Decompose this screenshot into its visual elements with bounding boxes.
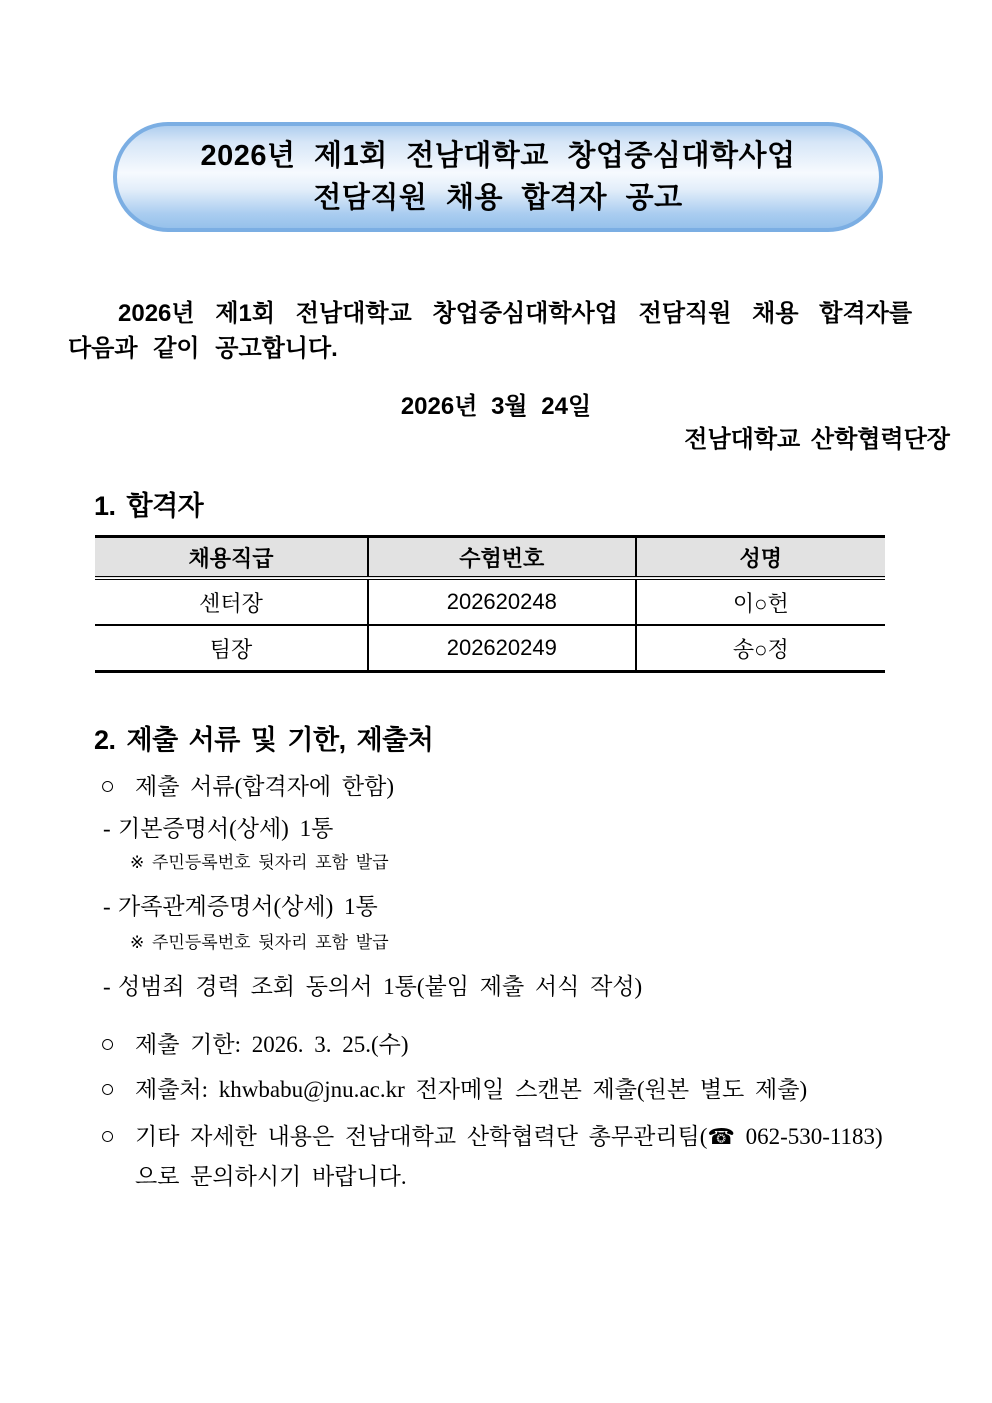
col-header-name: 성명: [636, 537, 885, 579]
title-line-1: 2026년 제1회 전남대학교 창업중심대학사업: [200, 140, 796, 172]
col-header-exam-number: 수험번호: [368, 537, 636, 579]
cell-position: 센터장: [95, 578, 368, 625]
list-item-deadline: [100, 1030, 409, 1060]
circle-bullet: ○: [100, 773, 116, 800]
list-item-text: 기타 자세한 내용은 전남대학교 산학협력단 총무관리팀(: [135, 1124, 708, 1149]
list-note-resident-number: [130, 852, 389, 874]
list-item-criminal-record-consent: [103, 972, 642, 1002]
list-item-submission-address: [100, 1075, 807, 1105]
list-item-text: 제출처: khwbabu@jnu.ac.kr 전자메일 스캔본 제출(원본 별도 제출): [135, 1077, 808, 1102]
table-header-row: [95, 537, 885, 579]
signer-title: 전남대학교 산학협력단장: [684, 426, 950, 453]
circle-bullet: ○: [100, 1123, 116, 1150]
list-item-text: 가족관계증명서(상세) 1통: [118, 894, 378, 919]
title-line-2: 전담직원 채용 합격자 공고: [313, 182, 683, 214]
list-item-text: 성범죄 경력 조회 동의서 1통(붙임 제출 서식 작성): [118, 974, 643, 999]
list-item-text: 제출 기한: 2026. 3. 25.(수): [135, 1032, 409, 1057]
applicants-table: [95, 535, 885, 673]
dash-bullet: -: [103, 894, 111, 919]
intro-paragraph: 2026년 제1회 전남대학교 창업중심대학사업 전담직원 채용 합격자를 다음과 같이 공고합니다.: [68, 300, 912, 362]
col-header-position: 채용직급: [95, 537, 368, 579]
list-note-text: 주민등록번호 뒷자리 포함 발급: [152, 853, 389, 872]
list-item-text: 제출 서류(합격자에 한함): [135, 774, 394, 799]
reference-mark-icon: ※: [130, 933, 145, 952]
announcement-date: 2026년 3월 24일: [400, 393, 592, 420]
phone-number: 062-530-1183): [734, 1124, 883, 1149]
cell-exam-number: 202620249: [368, 625, 636, 672]
list-item-basic-certificate: [103, 814, 333, 844]
cell-name: 이○헌: [636, 578, 885, 625]
list-item-family-certificate: [103, 892, 378, 922]
phone-icon: ☎: [707, 1124, 735, 1149]
list-note-text: 주민등록번호 뒷자리 포함 발급: [152, 933, 389, 952]
list-item-text-line2: 으로 문의하시기 바랍니다.: [135, 1164, 407, 1189]
reference-mark-icon: ※: [130, 853, 145, 872]
cell-name: 송○정: [732, 636, 789, 662]
list-item-text: 기본증명서(상세) 1통: [118, 816, 334, 841]
circle-bullet: ○: [100, 1076, 116, 1103]
section1-heading: 1. 합격자: [94, 491, 204, 521]
cell-exam-number: 202620248: [368, 578, 636, 625]
list-item-required-documents: [100, 772, 394, 802]
title-box: [113, 122, 883, 232]
dash-bullet: -: [103, 974, 111, 999]
cell-position: 팀장: [95, 625, 368, 672]
list-note-resident-number: [130, 932, 389, 954]
list-item-contact-info: [100, 1122, 883, 1192]
dash-bullet: -: [103, 816, 111, 841]
circle-bullet: ○: [100, 1031, 116, 1058]
table-row: [95, 578, 885, 625]
section2-heading: 2. 제출 서류 및 기한, 제출처: [94, 725, 434, 755]
table-row: [95, 625, 885, 672]
